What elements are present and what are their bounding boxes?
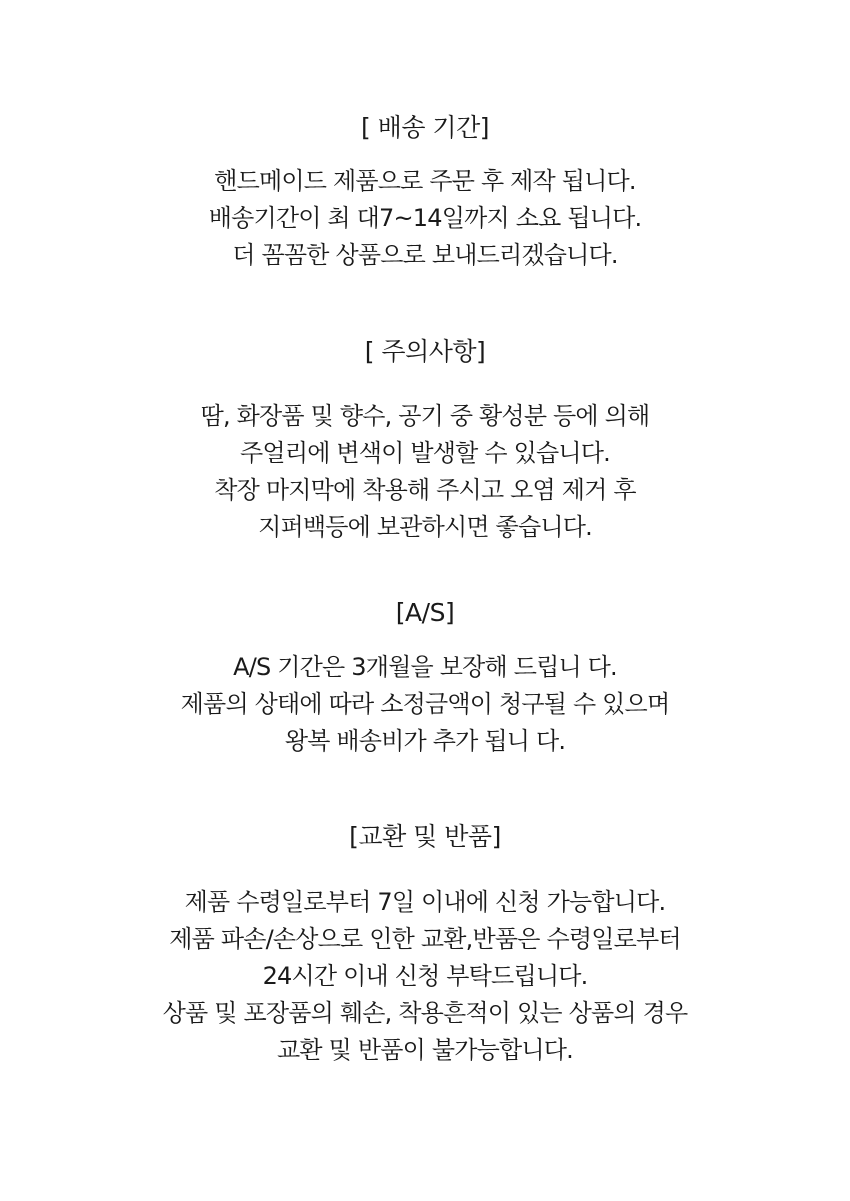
as-section — [0, 598, 850, 760]
text-line: 땀, 화장품 및 향수, 공기 중 황성분 등에 의해 — [200, 402, 650, 430]
as-text — [0, 649, 850, 760]
text-line: 핸드메이드 제품으로 주문 후 제작 됩니다. — [214, 167, 636, 195]
text-line: 왕복 배송비가 추가 됩니 다. — [284, 727, 566, 755]
caution-text — [0, 398, 850, 546]
text-line: 제품 수령일로부터 7일 이내에 신청 가능합니다. — [184, 888, 666, 916]
text-line: A/S 기간은 3개월을 보장해 드립니 다. — [233, 653, 617, 681]
text-line: 제품의 상태에 따라 소정금액이 청구될 수 있으며 — [180, 690, 670, 718]
text-line: 더 꼼꼼한 상품으로 보내드리겠습니다. — [232, 241, 618, 269]
text-line: 교환 및 반품이 불가능합니다. — [277, 1036, 573, 1064]
text-line: 상품 및 포장품의 훼손, 착용흔적이 있는 상품의 경우 — [162, 999, 688, 1027]
as-heading: [A/S] — [395, 598, 455, 627]
text-line: 24시간 이내 신청 부탁드립니다. — [262, 962, 588, 990]
exchange-return-section — [0, 822, 850, 1069]
delivery-period-section — [0, 113, 850, 274]
text-line: 제품 파손/손상으로 인한 교환,반품은 수령일로부터 — [169, 925, 681, 953]
text-line: 배송기간이 최 대7~14일까지 소요 됩니다. — [208, 204, 642, 232]
text-line: 착장 마지막에 착용해 주시고 오염 제거 후 — [214, 476, 636, 504]
caution-heading: [ 주의사항] — [364, 337, 486, 366]
delivery-period-text — [0, 163, 850, 274]
text-line: 지퍼백등에 보관하시면 좋습니다. — [258, 513, 592, 541]
delivery-period-heading: [ 배송 기간] — [360, 113, 489, 142]
text-line: 주얼리에 변색이 발생할 수 있습니다. — [240, 439, 610, 467]
exchange-return-text — [0, 884, 850, 1069]
exchange-return-heading: [교환 및 반품] — [349, 822, 501, 851]
caution-section — [0, 337, 850, 546]
